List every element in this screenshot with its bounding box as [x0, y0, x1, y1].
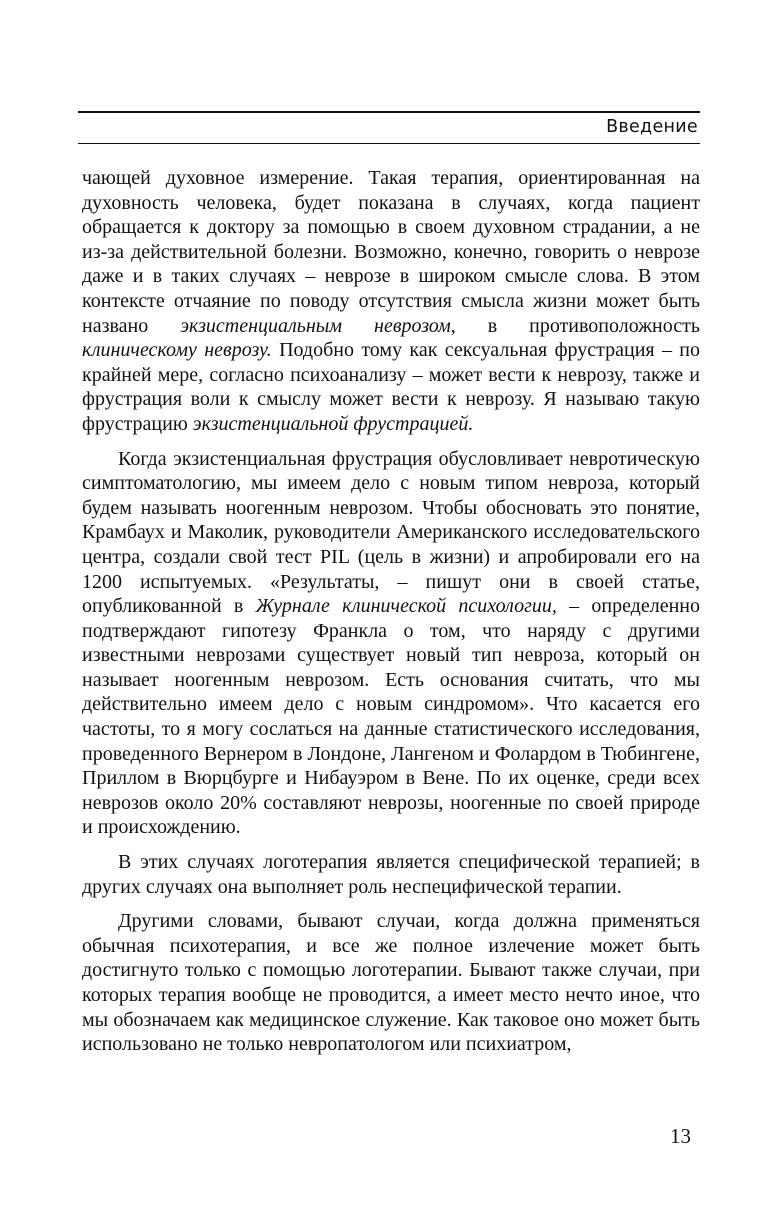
header-rule-top — [78, 111, 700, 113]
text-run: чающей духовное измерение. Такая терапия, ориентированная на духовность человека, будет показана в случаях, когда пациент обращается к доктору за помощью в своем духовном страдании, а не из-за действительной болезни. Возможно, конечно, говорить о неврозе даже и в таких случаях – неврозе в широком смысле слова. В этом контексте отчаяние по поводу отсутствия смысла жизни может быть названо — [82, 167, 700, 337]
text-run: В этих случаях логотерапия является специфической терапией; в других случаях она выполняет роль неспецифической терапии. — [82, 851, 700, 898]
text-run: Когда экзистенциальная фрустрация обусловливает невротическую симптоматологию, мы имеем дело с новым типом невроза, который будем называть ноогенным неврозом. Чтобы обосновать это понятие, Крамбаух и Маколик, руководители Американского исследовательского центра, создали свой тест PIL (цель в жизни) и апробировали его на 1200 испытуемых. «Результаты, – пишут они в своей статье, опубликованной в — [82, 447, 700, 618]
running-head — [78, 103, 700, 148]
italic-phrase: Журнале клинической психологии, — [255, 595, 557, 618]
paragraph — [82, 909, 700, 1057]
paragraph — [82, 166, 700, 437]
paragraph — [82, 850, 700, 899]
text-run: , в противоположность — [450, 314, 700, 337]
italic-phrase: экзистенциальной фрустрацией. — [192, 412, 474, 435]
body-text — [82, 166, 700, 1067]
page-number: 13 — [670, 1124, 691, 1148]
text-run: – определенно подтверждают гипотезу Франкла о том, что наряду с другими известными неврозами существует новый тип невроза, который он называет ноогенным неврозом. Есть основания считать, что мы действительно имеем дело с новым синдромом». Что касается его частоты, то я могу сослаться на данные статистического исследования, проведенного Вернером в Лондоне, Лангеном и Фолардом в Тюбингене, Приллом в Вюрцбурге и Нибауэром в Вене. По их оценке, среди всех неврозов около 20% составляют неврозы, ноогенные по своей природе и происхождению. — [82, 595, 700, 839]
header-rule-bottom — [78, 143, 700, 144]
text-run: Другими словами, бывают случаи, когда должна применяться обычная психотерапия, и все же полное излечение может быть достигнуто только с помощью логотерапии. Бывают также случаи, при которых терапия вообще не проводится, а имеет место нечто иное, что мы обозначаем как медицинское служение. Как таковое оно может быть использовано не только невропатологом или психиатром, — [82, 910, 700, 1056]
paragraph — [82, 447, 700, 841]
text-run: Подобно тому как сексуальная фрустрация – по крайней мере, согласно психоанализу – может вести к неврозу, также и фрустрация воли к смыслу может вести к неврозу. Я называю такую фрустрацию — [82, 339, 700, 435]
chapter-title: Введение — [606, 117, 698, 137]
italic-phrase: экзистенциальным неврозом — [180, 314, 451, 337]
italic-phrase: клиническому неврозу. — [82, 339, 272, 362]
